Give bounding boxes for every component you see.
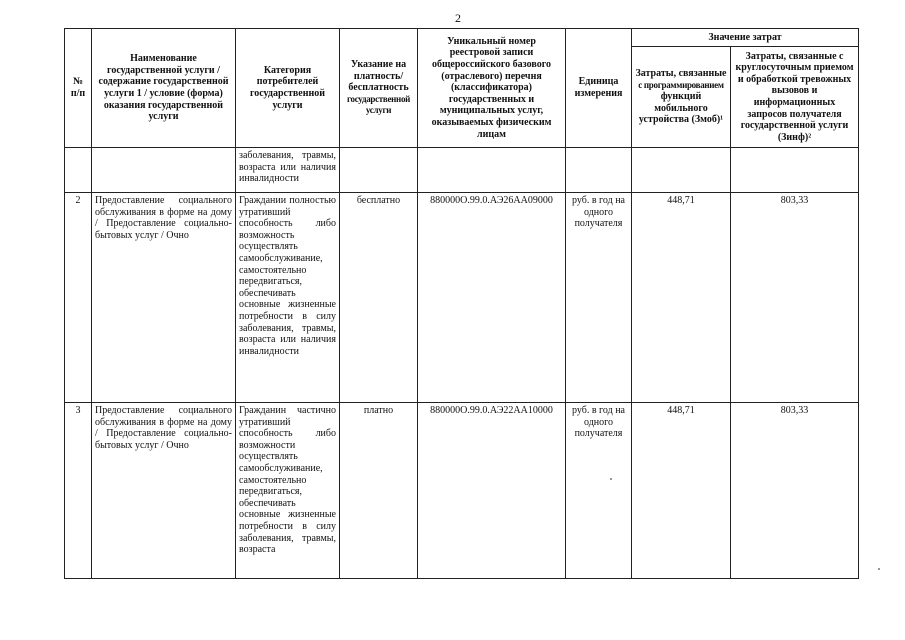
header-cost-alarm: Затраты, связанные с круглосуточным приемом и обработкой тревожных вызовов и информационных запросов получателя государственной услуги (Зинф)² — [731, 47, 859, 148]
cell-unit: руб. в год на одного получателя — [566, 193, 632, 403]
header-category: Категория потребителей государственной услуги — [236, 29, 340, 148]
table-row — [65, 193, 859, 403]
page-number: 2 — [455, 11, 461, 25]
cell-cost-alarm: 803,33 — [731, 193, 859, 403]
cell-cost-mobile: 448,71 — [632, 403, 731, 579]
cell-num: 3 — [65, 403, 92, 579]
header-payment-small: государственной услуги — [346, 93, 411, 116]
service-costs-table — [64, 28, 859, 579]
cell-service-name: Предоставление социального обслуживания в форме на дому / Предоставление социально-бытовых услуг / Очно — [92, 403, 236, 579]
header-cost-mobile-small: с программированием — [638, 79, 724, 90]
cell-empty — [65, 148, 92, 193]
scan-speck — [610, 478, 612, 480]
scan-speck — [878, 568, 880, 570]
header-num: № п/п — [65, 29, 92, 148]
header-costs-group: Значение затрат — [632, 29, 859, 47]
continuation-row — [65, 148, 859, 193]
header-payment-main: Указание на платность/ бесплатность — [348, 59, 409, 94]
header-cost-mobile-a: Затраты, связанные — [635, 68, 727, 80]
cell-empty — [92, 148, 236, 193]
cell-empty — [632, 148, 731, 193]
header-payment — [340, 29, 418, 148]
header-service-name: Наименование государственной услуги / содержание государственной услуги 1 / условие (форма) оказания государственной услуги — [92, 29, 236, 148]
cell-registry-number: 880000О.99.0.АЭ22АА10000 — [418, 403, 566, 579]
cell-service-name: Предоставление социального обслуживания в форме на дому / Предоставление социально-бытовых услуг / Очно — [92, 193, 236, 403]
cell-registry-number: 880000О.99.0.АЭ26АА09000 — [418, 193, 566, 403]
cell-cost-mobile: 448,71 — [632, 193, 731, 403]
cell-payment: бесплатно — [340, 193, 418, 403]
cell-num: 2 — [65, 193, 92, 403]
cell-empty — [566, 148, 632, 193]
cell-cost-alarm: 803,33 — [731, 403, 859, 579]
table-row — [65, 403, 859, 579]
header-cost-mobile-b: функций мобильного устройства (Змоб)¹ — [638, 91, 724, 126]
cell-category: заболевания, травмы, возраста или наличия инвалидности — [236, 148, 340, 193]
cell-empty — [340, 148, 418, 193]
header-cost-mobile — [632, 47, 731, 148]
cell-empty — [418, 148, 566, 193]
cell-payment: платно — [340, 403, 418, 579]
header-unit: Единица измерения — [566, 29, 632, 148]
cell-category: Граждании полностью утративший способность либо возможность осуществлять самообслуживание, самостоятельно передвигаться, обеспечивать основные жизненные потребности в силу заболевания, травмы, возраста или наличия инвалидности — [236, 193, 340, 403]
cell-category: Гражданин частично утративший способность либо возможности осуществлять самообслуживание, самостоятельно передвигаться, обеспечивать основные жизненные потребности в силу заболевания, травмы, возраста — [236, 403, 340, 579]
cell-empty — [731, 148, 859, 193]
header-registry-number: Уникальный номер реестровой записи общероссийского базового (отраслевого) перечня (классификатора) государственных и муниципальных услуг, оказываемых физическим лицам — [418, 29, 566, 148]
cell-unit: руб. в год на одного получателя — [566, 403, 632, 579]
